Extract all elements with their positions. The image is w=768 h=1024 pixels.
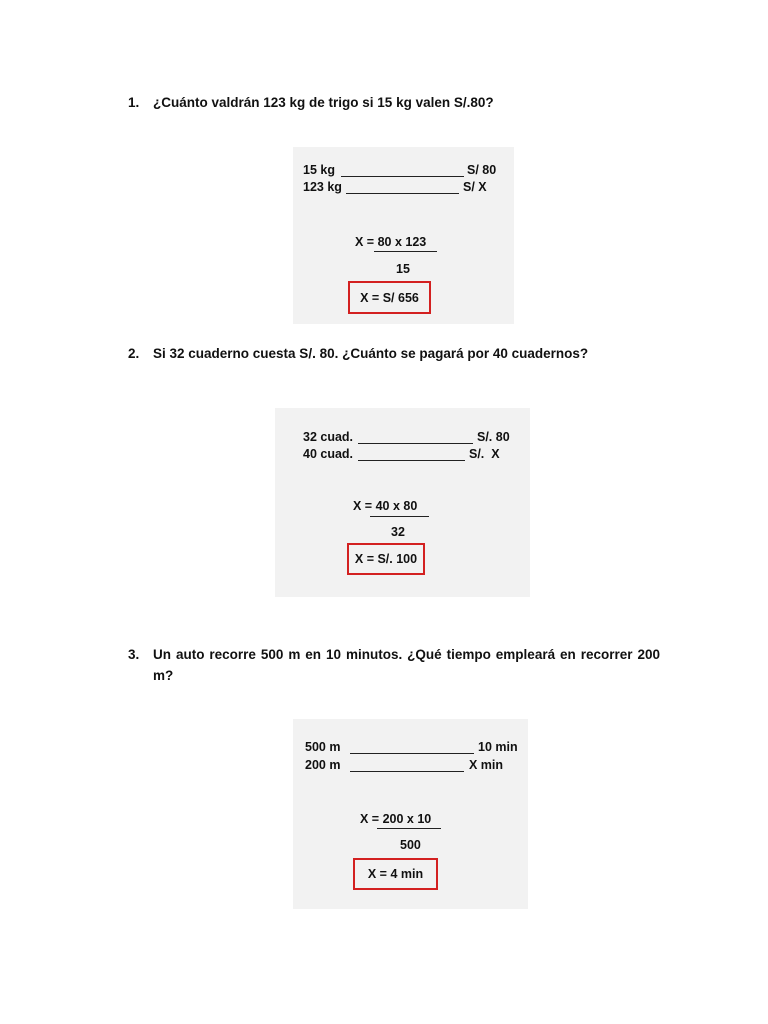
proportion-row-2-left: 40 cuad. bbox=[303, 447, 354, 461]
answer-box bbox=[347, 543, 425, 575]
answer-text: X = 4 min bbox=[367, 867, 424, 881]
equation-denominator: 32 bbox=[391, 525, 405, 539]
solution-panel-1 bbox=[293, 147, 514, 324]
solution-panel-2 bbox=[275, 408, 530, 597]
proportion-line bbox=[350, 753, 474, 754]
question-1 bbox=[128, 92, 668, 114]
proportion-row-1-left: 500 m bbox=[305, 740, 341, 754]
proportion-row-1-left: 15 kg bbox=[303, 163, 335, 177]
question-number: 1. bbox=[128, 95, 140, 110]
equation-denominator: 500 bbox=[400, 838, 421, 852]
proportion-row-1-right: S/ 80 bbox=[467, 163, 497, 177]
equation-numerator: X = 40 x 80 bbox=[353, 499, 418, 513]
proportion-row-2-left: 123 kg bbox=[303, 180, 342, 194]
question-3 bbox=[128, 644, 660, 688]
equation-numerator: X = 80 x 123 bbox=[355, 235, 427, 249]
proportion-line bbox=[341, 176, 464, 177]
proportion-row-2-right: S/. X bbox=[469, 447, 500, 461]
fraction-bar bbox=[374, 251, 437, 252]
proportion-row-1-right: 10 min bbox=[478, 740, 518, 754]
fraction-bar bbox=[377, 828, 441, 829]
question-number: 3. bbox=[128, 647, 140, 662]
solution-panel-3 bbox=[293, 719, 528, 909]
question-2 bbox=[128, 343, 668, 365]
proportion-line bbox=[358, 443, 473, 444]
answer-text: X = S/. 100 bbox=[354, 552, 418, 566]
answer-text: X = S/ 656 bbox=[360, 290, 419, 305]
proportion-line bbox=[358, 460, 465, 461]
proportion-line bbox=[346, 193, 459, 194]
proportion-row-1-right: S/. 80 bbox=[477, 430, 510, 444]
proportion-row-2-left: 200 m bbox=[305, 758, 341, 772]
proportion-line bbox=[350, 771, 464, 772]
question-number: 2. bbox=[128, 346, 140, 361]
fraction-bar bbox=[370, 516, 429, 517]
equation-denominator: 15 bbox=[396, 262, 410, 276]
proportion-row-1-left: 32 cuad. bbox=[303, 430, 354, 444]
answer-box bbox=[348, 281, 431, 314]
proportion-row-2-right: S/ X bbox=[463, 180, 487, 194]
question-text: Un auto recorre 500 m en 10 minutos. ¿Qué tiempo empleará en recorrer 200 m? bbox=[153, 647, 660, 683]
question-text: Si 32 cuaderno cuesta S/. 80. ¿Cuánto se pagará por 40 cuadernos? bbox=[153, 346, 589, 361]
question-text: ¿Cuánto valdrán 123 kg de trigo si 15 kg valen S/.80? bbox=[153, 95, 494, 110]
equation-numerator: X = 200 x 10 bbox=[360, 812, 432, 826]
answer-box bbox=[353, 858, 438, 890]
proportion-row-2-right: X min bbox=[469, 758, 504, 772]
